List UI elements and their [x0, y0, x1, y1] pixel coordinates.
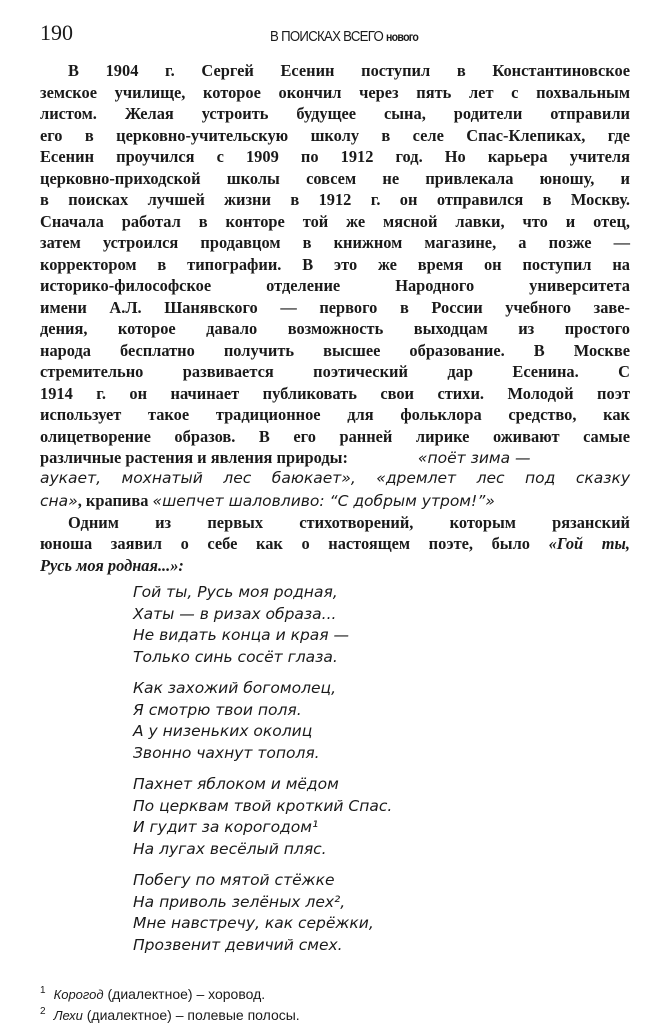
running-title: [270, 28, 418, 45]
text-line: использует такое традиционное для фольклора средство, как: [40, 405, 630, 424]
text-line: олицетворение образов. В его ранней лирике оживают самые: [40, 426, 630, 446]
footnote-text: (диалектное) – полевые полосы.: [82, 1007, 300, 1023]
main-text: [40, 60, 630, 576]
quote-italic: сна»: [40, 492, 78, 510]
text-line: 1914 г. он начинает публиковать свои стихи. Молодой поэт: [40, 383, 630, 403]
text-line: [40, 533, 630, 555]
text-line: историко-философское отделение Народного университета: [40, 276, 630, 295]
text-line: в поисках лучшей жизни в 1912 г. он отправился в Москву.: [40, 190, 630, 209]
poem-line: И гудит за корогодом¹: [133, 818, 319, 836]
text-line: дения, которое давало возможность выходцам из простого: [40, 319, 630, 338]
stanza: [133, 678, 392, 764]
footnote-term: Лехи: [53, 1008, 83, 1023]
poem-line: На лугах весёлый пляс.: [133, 839, 327, 858]
stanza: [133, 582, 392, 668]
poem-line: Не видать конца и края —: [133, 626, 350, 644]
stanza: [133, 774, 392, 860]
poem-line: Хаты — в ризах образа...: [133, 604, 337, 623]
footnote: [40, 985, 265, 1002]
text-line: Одним из первых стихотворений, которым рязанский: [68, 512, 630, 532]
text-bold: юноша заявил о себе как о настоящем поэте, было: [40, 534, 549, 553]
quote-italic: «шепчет шаловливо: “С добрым утром!”»: [152, 492, 495, 510]
text-line: В 1904 г. Сергей Есенин поступил в Константиновское: [68, 61, 630, 80]
text-line: листом. Желая устроить будущее сына, родители отправили: [40, 104, 630, 123]
running-title-caps: В ПОИСКАХ ВСЕГО: [270, 28, 386, 45]
footnote-term: Корогод: [53, 987, 104, 1002]
text-line: Сначала работал в конторе той же мясной лавки, что и отец,: [40, 211, 630, 231]
text-line: затем устроился продавцом в книжном магазине, а позже —: [40, 233, 630, 252]
poem-line: Звонно чахнут тополя.: [133, 743, 320, 762]
text-line: Есенин проучился с 1909 по 1912 год. Но карьера учителя: [40, 147, 630, 166]
poem-line: Как захожий богомолец,: [133, 679, 336, 697]
page-number: 190: [40, 20, 73, 45]
poem: [133, 582, 392, 966]
text-line: корректором в типографии. В это же время он поступил на: [40, 254, 630, 274]
poem-line: Пахнет яблоком и мёдом: [133, 775, 339, 793]
running-title-small: нового: [385, 30, 419, 44]
text-line: [40, 447, 630, 469]
poem-line: Гой ты, Русь моя родная,: [133, 583, 338, 601]
text-line: [40, 490, 630, 512]
footnote-text: (диалектное) – хоровод.: [103, 986, 266, 1002]
quote-italic: «поёт зима —: [417, 449, 531, 467]
footnote: [40, 1006, 300, 1023]
text-line: народа бесплатно получить высшее образование. В Москве: [40, 340, 630, 360]
text-line: стремительно развивается поэтический дар Есенина. С: [40, 362, 630, 381]
poem-line: На приволь зелёных лех²,: [133, 892, 346, 911]
text-line: земское училище, которое окончил через пять лет с похвальным: [40, 82, 630, 102]
poem-line: Побегу по мятой стёжке: [133, 871, 335, 889]
poem-line: Только синь сосёт глаза.: [133, 647, 338, 666]
text-bold: различные растения и явления природы:: [40, 448, 348, 467]
poem-line: Мне навстречу, как серёжки,: [133, 914, 374, 932]
footnote-mark: 1: [40, 985, 46, 996]
text-line: его в церковно-учительскую школу в селе Спас-Клепиках, где: [40, 125, 630, 145]
text-line: церковно-приходской школы совсем не привлекала юношу, и: [40, 168, 630, 188]
text-bold: , крапива: [77, 491, 153, 510]
text-line: имени А.Л. Шанявского — первого в России учебного заве-: [40, 297, 630, 317]
footnote-mark: 2: [40, 1006, 46, 1017]
stanza: [133, 870, 392, 956]
poem-title: «Гой ты,: [548, 534, 631, 553]
poem-line: По церквам твой кроткий Спас.: [133, 796, 393, 815]
poem-title: Русь моя родная...»:: [40, 555, 184, 575]
quote-line: аукает, мохнатый лес баюкает», «дремлет лес под сказку: [40, 468, 630, 487]
poem-line: Прозвенит девичий смех.: [133, 935, 343, 954]
poem-line: Я смотрю твои поля.: [133, 700, 302, 719]
poem-line: А у низеньких околиц: [133, 722, 313, 740]
